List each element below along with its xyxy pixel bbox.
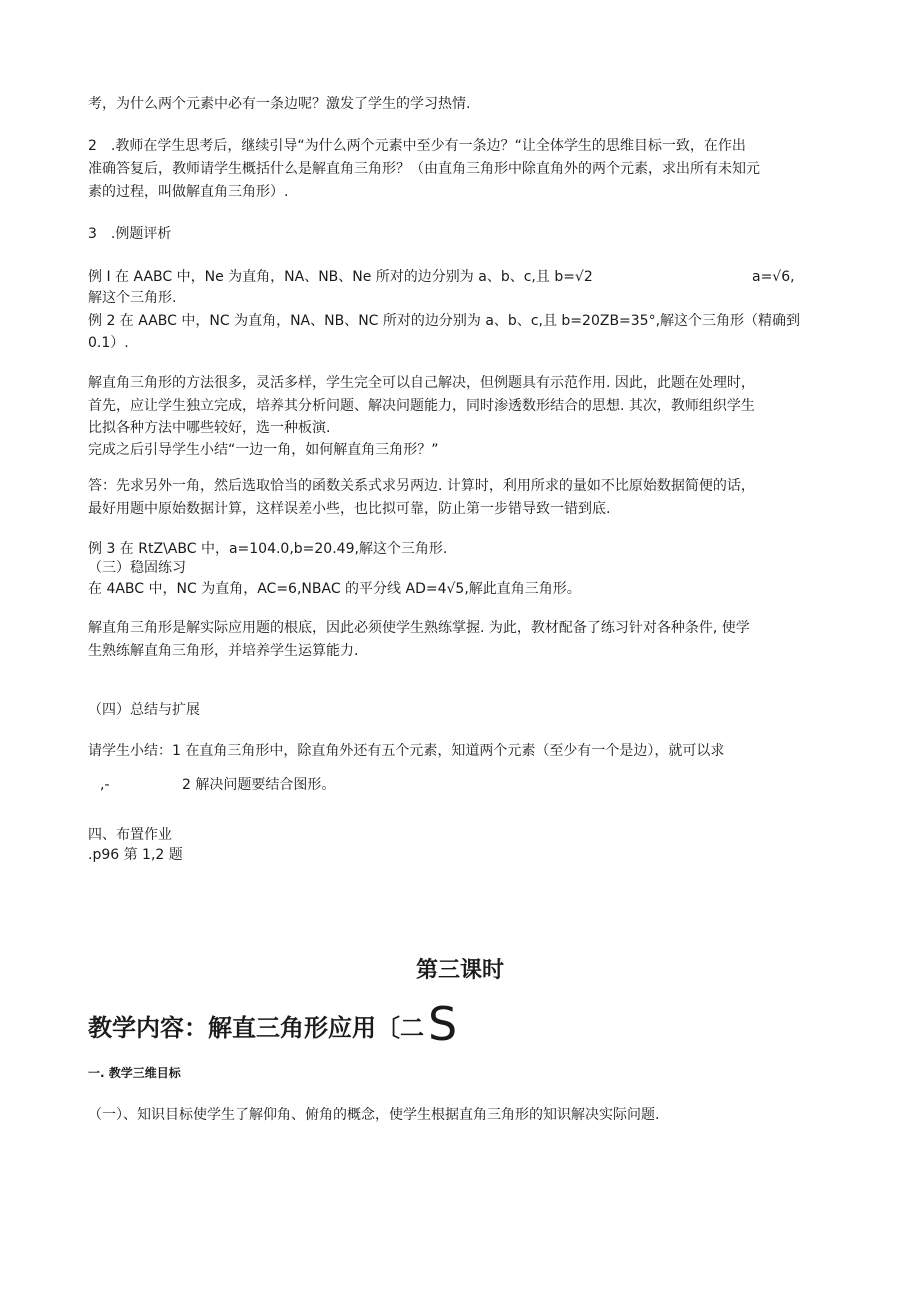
text-line: 考，为什么两个元素中必有一条边呢？激发了学生的学习热情. <box>88 96 471 112</box>
summary-heading: （四）总结与扩展 <box>88 702 200 718</box>
summary-line: 请学生小结：1 在直角三角形中，除直角外还有五个元素，知道两个元素（至少有一个是边），就可以求 <box>88 743 725 759</box>
lesson-title: 第三课时 <box>415 958 504 983</box>
homework-task: .p96 第 1,2 题 <box>88 847 183 863</box>
text-line: 比拟各种方法中哪些较好，选一种板演. <box>88 420 331 436</box>
example-1: 例 I 在 AABC 中，Ne 为直角，NA、NB、Ne 所对的边分别为 a、b、c,且 b=√2 <box>88 269 593 285</box>
text-line: 解直角三角形是解实际应用题的根底，因此必须使学生熟练掌握. 为此，教材配备了练习针对各种条件, 使学 <box>88 620 750 636</box>
answer-line: 答：先求另外一角，然后选取恰当的函数关系式求另两边. 计算时，利用所求的量如不比原始数据简便的话， <box>88 478 755 494</box>
practice-heading: （三）稳固练习 <box>88 560 186 576</box>
text-line: 完成之后引导学生小结“一边一角，如何解直角三角形？” <box>88 442 439 458</box>
content-title <box>88 997 458 1051</box>
homework-heading: 四、布置作业 <box>88 827 172 843</box>
summary-line: 2 解决问题要结合图形。 <box>182 777 336 793</box>
example-3: 例 3 在 RtZ\ABC 中，a=104.0,b=20.49,解这个三角形. <box>88 541 448 557</box>
goals-heading: 一. 教学三维目标 <box>88 1066 181 1080</box>
text-line: 准确答复后，教师请学生概括什么是解直角三角形？（由直角三角形中除直角外的两个元素，求出所有未知元 <box>88 161 760 177</box>
content-title-glyph: S <box>428 997 458 1051</box>
text-line: 解直角三角形的方法很多，灵活多样，学生完全可以自己解决，但例题具有示范作用. 因此，此题在处理时， <box>88 375 755 391</box>
text-line: 2 .教师在学生思考后，继续引导“为什么两个元素中至少有一条边？“让全体学生的思维目标一致，在作出 <box>88 138 746 154</box>
practice-task: 在 4ABC 中，NC 为直角，AC=6,NBAC 的平分线 AD=4√5,解此直角三角形。 <box>88 581 581 597</box>
example-2: 例 2 在 AABC 中，NC 为直角，NA、NB、NC 所对的边分别为 a、b、c,且 b=20ZB=35°,解这个三角形（精确到 <box>88 313 801 329</box>
text-line: 解这个三角形. <box>88 290 177 306</box>
answer-line: 最好用题中原始数据计算，这样误差小些，也比拟可靠，防止第一步错导致一错到底. <box>88 501 611 517</box>
text-line: 0.1）. <box>88 335 129 351</box>
text-line: 素的过程，叫做解直角三角形）. <box>88 184 289 200</box>
text-line: 生熟练解直角三角形，并培养学生运算能力. <box>88 643 359 659</box>
content-title-text: 教学内容：解直三角形应用〔二 <box>88 1014 424 1042</box>
goal-line: （一）、知识目标使学生了解仰角、俯角的概念，使学生根据直角三角形的知识解决实际问题. <box>88 1107 660 1123</box>
text-line: 首先，应让学生独立完成，培养其分析问题、解决问题能力，同时渗透数形结合的思想. 其次，教师组织学生 <box>88 398 755 414</box>
example-1-given: a=√6, <box>752 269 795 285</box>
subsection-heading: 3 .例题评析 <box>88 226 172 242</box>
summary-marker: ,- <box>100 777 110 793</box>
